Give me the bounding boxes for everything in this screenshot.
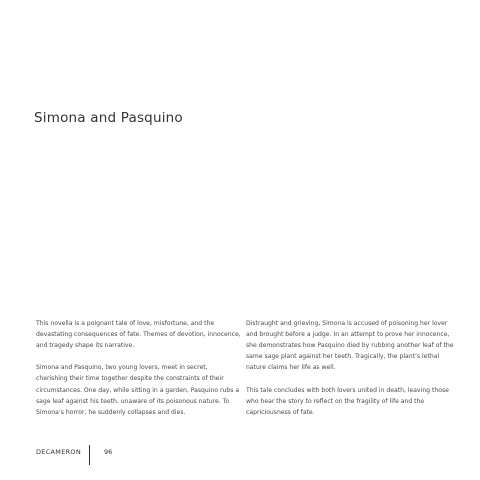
section-name: DECAMERON [36, 448, 82, 456]
footer-divider [89, 445, 90, 465]
body-paragraph: Distraught and grieving, Simona is accused of poisoning her lover and brought before a judge. In an attempt to prove her innocence, she demonstrates how Pasquino died by rubbing another leaf of the same sage plant against her teeth. Tragically, the plant’s lethal nature claims her life as well. [246, 320, 454, 372]
left-column [36, 318, 241, 429]
body-paragraph: This novella is a poignant tale of love, misfortune, and the devastating consequences of fate. Themes of devotion, innocence, and tragedy shape its narrative. [36, 320, 241, 350]
page-footer [36, 444, 112, 460]
body-paragraph: This tale concludes with both lovers united in death, leaving those who hear the story to reflect on the fragility of life and the capriciousness of fate. [246, 386, 449, 416]
page-number: 96 [104, 448, 113, 456]
body-paragraph: Simona and Pasquino, two young lovers, meet in secret, cherishing their time together despite the constraints of their circumstances. One day, while sitting in a garden, Pasquino rubs a sage leaf against his teeth, unaware of its poisonous nature. To Simona’s horror, he suddenly collapses and dies. [36, 364, 240, 416]
page-title: Simona and Pasquino [34, 110, 183, 126]
right-column [246, 318, 456, 429]
